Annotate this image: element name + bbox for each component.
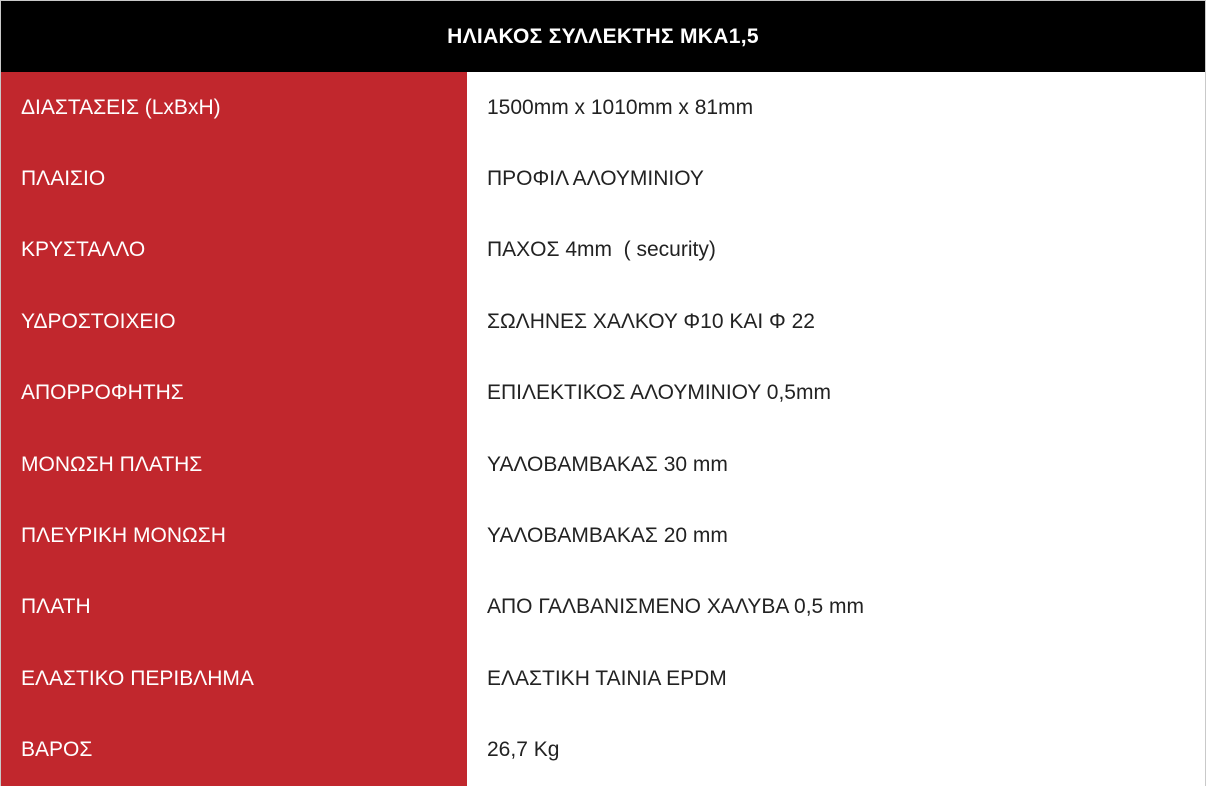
row-label: ΠΛΑΙΣΙΟ [1,143,467,214]
row-value: ΥΑΛΟΒΑΜΒΑΚΑΣ 30 mm [467,429,1205,500]
table-title: ΗΛΙΑΚΟΣ ΣΥΛΛΕΚΤΗΣ ΜΚΑ1,5 [1,1,1205,72]
row-value: 26,7 Kg [467,715,1205,786]
row-value: ΠΡΟΦΙΛ ΑΛΟΥΜΙΝΙΟΥ [467,143,1205,214]
table-row [1,715,1205,786]
row-value: ΕΛΑΣΤΙΚΗ ΤΑΙΝΙΑ EPDM [467,643,1205,714]
table-row [1,572,1205,643]
row-label: ΕΛΑΣΤΙΚΟ ΠΕΡΙΒΛΗΜΑ [1,643,467,714]
table-row [1,143,1205,214]
row-value: ΕΠΙΛΕΚΤΙΚΟΣ ΑΛΟΥΜΙΝΙΟΥ 0,5mm [467,358,1205,429]
row-label: ΔΙΑΣΤΑΣΕΙΣ (LxBxH) [1,72,467,143]
table-row [1,429,1205,500]
row-label: ΒΑΡΟΣ [1,715,467,786]
row-value: 1500mm x 1010mm x 81mm [467,72,1205,143]
row-label: ΥΔΡΟΣΤΟΙΧΕΙΟ [1,286,467,357]
table-rows [1,72,1205,786]
table-row [1,72,1205,143]
row-label: ΑΠΟΡΡΟΦΗΤΗΣ [1,358,467,429]
row-label: ΜΟΝΩΣΗ ΠΛΑΤΗΣ [1,429,467,500]
row-label: ΚΡΥΣΤΑΛΛΟ [1,215,467,286]
table-row [1,500,1205,571]
table-row [1,215,1205,286]
row-label: ΠΛΑΤΗ [1,572,467,643]
table-row [1,286,1205,357]
row-value: ΠΑΧΟΣ 4mm ( security) [467,215,1205,286]
row-value: ΑΠΟ ΓΑΛΒΑΝΙΣΜΕΝΟ ΧΑΛΥΒΑ 0,5 mm [467,572,1205,643]
table-row [1,358,1205,429]
table-row [1,643,1205,714]
row-value: ΥΑΛΟΒΑΜΒΑΚΑΣ 20 mm [467,500,1205,571]
row-value: ΣΩΛΗΝΕΣ ΧΑΛΚΟΥ Φ10 ΚΑΙ Φ 22 [467,286,1205,357]
row-label: ΠΛΕΥΡΙΚΗ ΜΟΝΩΣΗ [1,500,467,571]
